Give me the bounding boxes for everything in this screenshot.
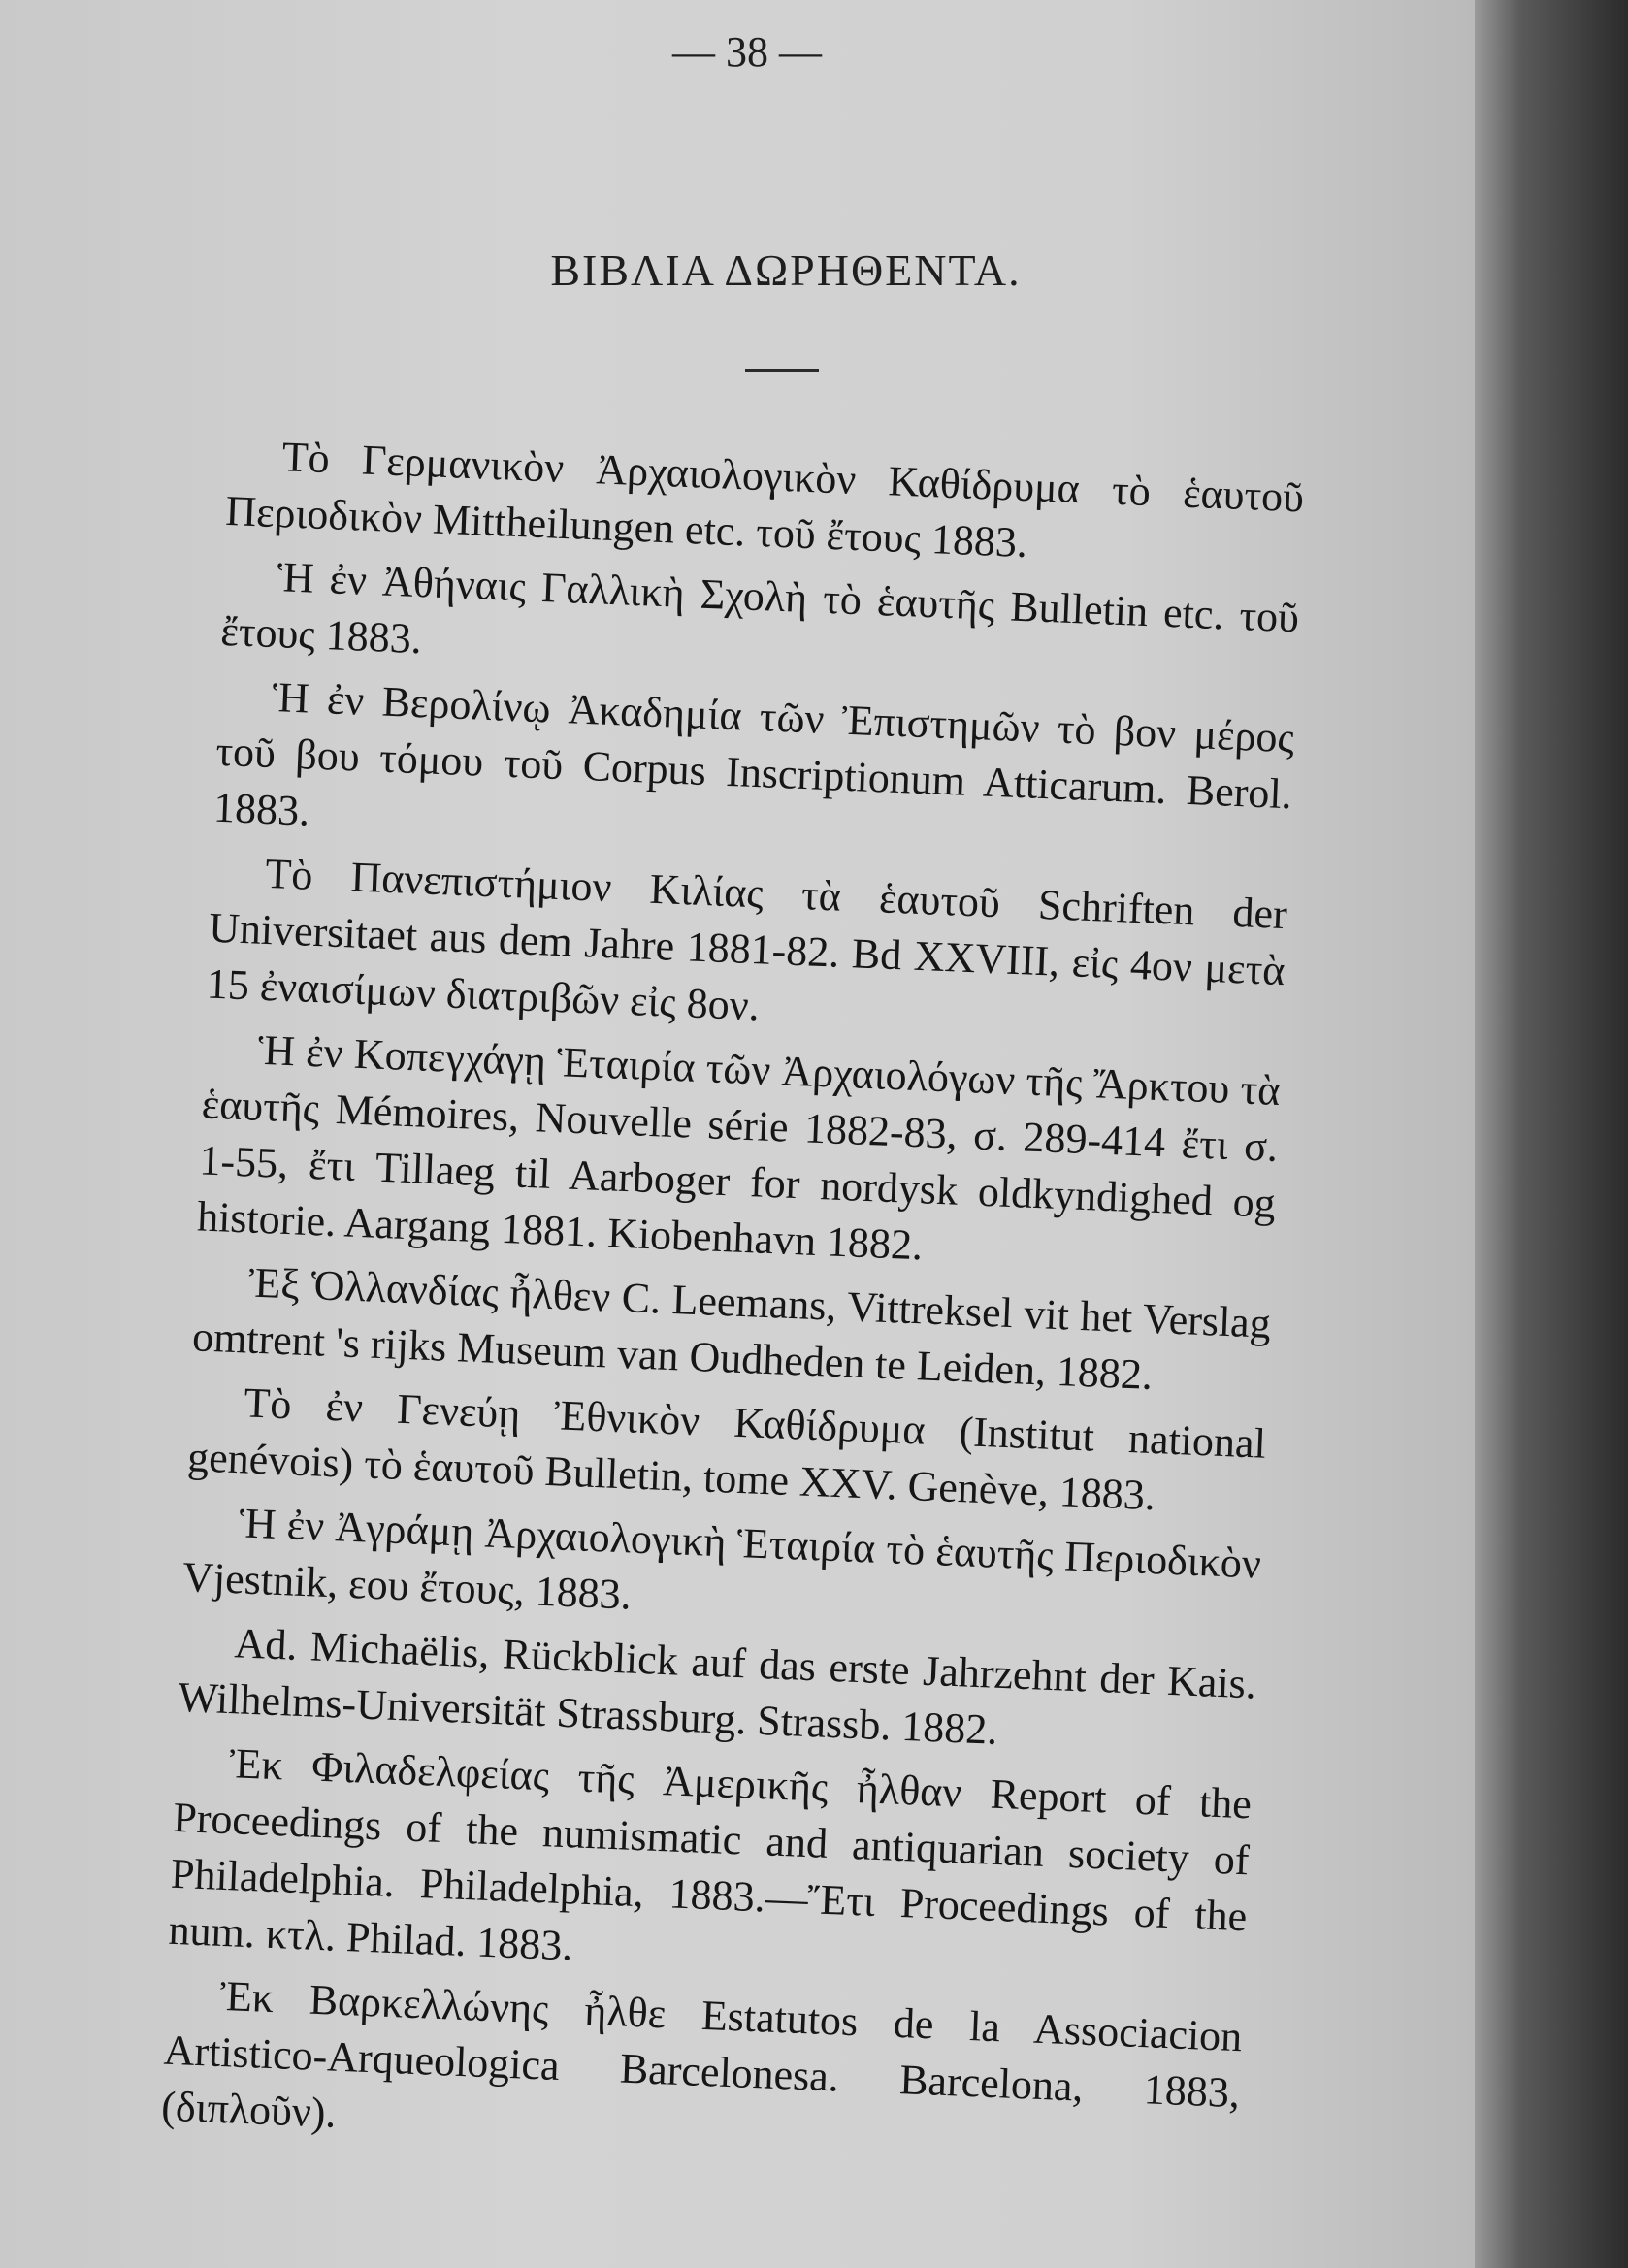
entry-zagreb-society: Ἡ ἐν Ἀγράμῃ Ἀρχαιολογικὴ Ἑταιρία τὸ ἑαυτῆς Περιοδικὸν Vjestnik, εου ἔτους, 1883. bbox=[181, 1499, 1262, 1619]
page-number: — 38 — bbox=[672, 28, 822, 76]
entry-berlin-academy: Ἡ ἐν Βερολίνῳ Ἀκαδημία τῶν Ἐπιστημῶν τὸ βον μέρος τοῦ βου τόμου τοῦ Corpus Inscriptionum Atticarum. Berol. 1883. bbox=[212, 673, 1295, 835]
page-edge-shadow bbox=[1475, 0, 1628, 2268]
entry-copenhagen-society: Ἡ ἐν Κοπεγχάγῃ Ἑταιρία τῶν Ἀρχαιολόγων τῆς Ἄρκτου τὰ ἑαυτῆς Mémoires, Nouvelle série 1882-83, σ. 289-414 ἔτι σ. 1-55, ἔτι Tillaeg til Aarboger for nordysk oldkyndighed og historie. Aargang 1881. Kiobenhavn 1882. bbox=[196, 1025, 1282, 1270]
entry-michaelis: Ad. Michaëlis, Rückblick auf das erste Jahrzehnt der Kais. Wilhelms-Universität Strassburg. Strassb. 1882. bbox=[177, 1619, 1257, 1754]
entries-list bbox=[160, 427, 1305, 2186]
entry-geneva-institute: Τὸ ἐν Γενεύῃ Ἐθνικὸν Καθίδρυμα (Institut national genévois) τὸ ἑαυτοῦ Bulletin, tome XXV. Genève, 1883. bbox=[186, 1378, 1267, 1520]
entry-barcelona: Ἐκ Βαρκελλώνης ἦλθε Estatutos de la Associacion Artistico-Arqueologica Barcelonesa. Barcelona, 1883, (διπλοῦν). bbox=[160, 1971, 1244, 2137]
entry-kiel-university: Τὸ Πανεπιστήμιον Κιλίας τὰ ἑαυτοῦ Schriften der Universitaet aus dem Jahre 1881-82. Bd XXVIII, εἰς 4ον μετὰ 15 ἐναισίμων διατριβῶν εἰς 8ον. bbox=[205, 849, 1288, 1030]
title-rule bbox=[745, 369, 819, 372]
page-title: ΒΙΒΛΙΑ ΔΩΡΗΘΕΝΤΑ. bbox=[550, 245, 1022, 295]
entry-french-school-athens: Ἡ ἐν Ἀθήναις Γαλλικὴ Σχολὴ τὸ ἑαυτῆς Bulletin etc. τοῦ ἔτους 1883. bbox=[219, 553, 1300, 664]
entry-holland-leemans: Ἐξ Ὁλλανδίας ἦλθεν C. Leemans, Vittreksel vit het Verslag omtrent 's rijks Museum van Oudheden te Leiden, 1882. bbox=[191, 1258, 1272, 1399]
entry-german-institute: Τὸ Γερμανικὸν Ἀρχαιολογικὸν Καθίδρυμα τὸ ἑαυτοῦ Περιοδικὸν Mittheilungen etc. τοῦ ἔτους 1883. bbox=[224, 433, 1305, 567]
entry-philadelphia: Ἐκ Φιλαδελφείας τῆς Ἀμερικῆς ἦλθαν Report of the Proceedings of the numismatic and antiquarian society of Philadelphia. Philadelphia, 1883.—Ἔτι Proceedings of the num. κτλ. Philad. 1883. bbox=[167, 1739, 1253, 1970]
